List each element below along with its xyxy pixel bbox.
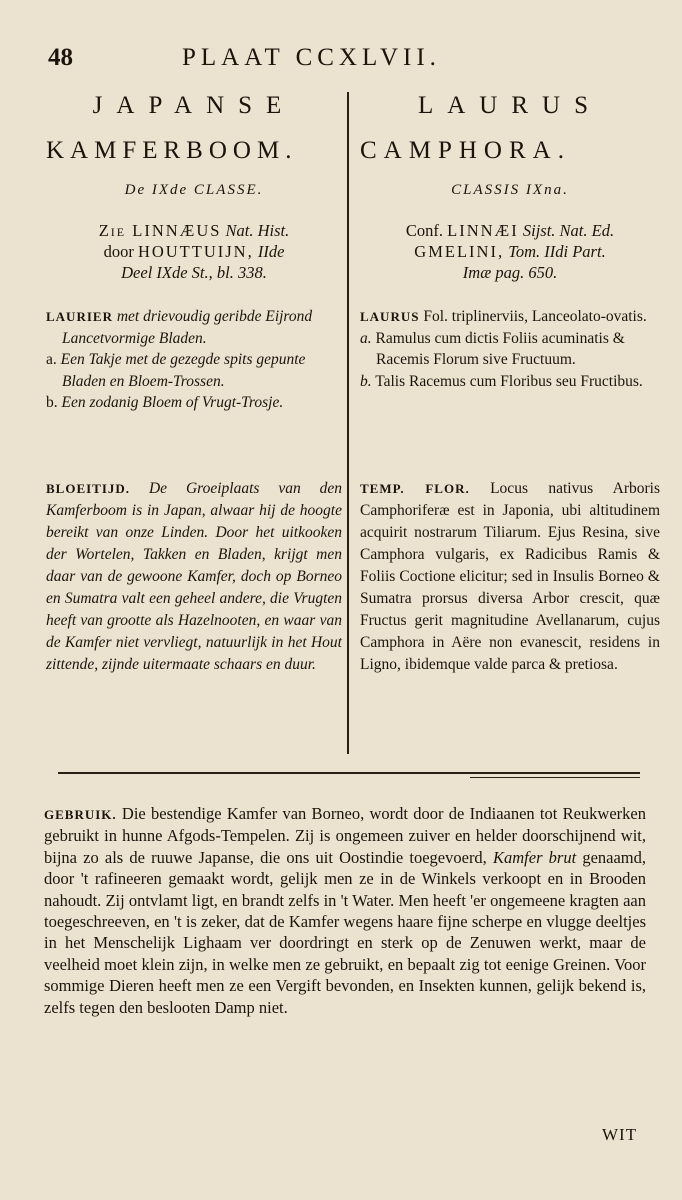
right-ref-conf: Conf. bbox=[405, 221, 444, 240]
right-item-b-mark: b. bbox=[360, 372, 372, 390]
right-temp-flor bbox=[360, 478, 660, 676]
right-ref-author: LINNÆI bbox=[447, 221, 519, 240]
gebruik-label: GEBRUIK. bbox=[44, 807, 117, 822]
left-classe: De IXde CLASSE. bbox=[124, 182, 264, 198]
page-number: 48 bbox=[48, 44, 73, 71]
left-ref-door: door bbox=[103, 242, 134, 261]
left-desc-label: LAURIER bbox=[46, 309, 113, 324]
plate-title: PLAAT CCXLVII. bbox=[182, 44, 441, 71]
left-desc-text: met drievoudig geribde Eijrond Lancetvormige Bladen. bbox=[62, 308, 313, 347]
catchword: WIT bbox=[602, 1125, 638, 1144]
right-description bbox=[360, 306, 660, 392]
gebruik-italic-term: Kamfer brut bbox=[492, 847, 577, 867]
column-divider bbox=[347, 92, 349, 754]
left-ref-volume: IIde bbox=[257, 242, 285, 261]
section-rule-thin bbox=[470, 777, 640, 778]
gebruik-text-2: genaamd, door 't rafineeren gemaakt wordt, gelijk men ze in de Winkels verkoopt en in Brooden nahoudt. Zij ontvlamt ligt, en brandt zelfs in 't Water. Men heeft 'er ongemeene kragten aan toegeschreeven, en 't is zeker, dat de Kamfer wegens haare fijne scherpe en vlugge deeltjes in het Menschelijk Lighaam ver doordringt en sterk op de Zenuwen werkt, maar de veelheid moet klein zijn, in welke men ze gebruikt, en bepaalt zig tot eenige Greinen. Voor sommige Dieren heeft men ze een Vergift bevonden, en Insekten kunnen, gelijk bekend is, zelfs tegen den beslooten Damp niet. bbox=[44, 847, 647, 1017]
left-ref-editor: HOUTTUIJN, bbox=[137, 242, 254, 261]
bloeitijd-label: BLOEITIJD. bbox=[46, 481, 131, 496]
section-rule-top bbox=[58, 772, 640, 774]
tempflor-label: TEMP. FLOR. bbox=[360, 481, 470, 496]
gebruik-text-1: Die bestendige Kamfer van Borneo, wordt door de Indiaanen tot Reukwerken gebruikt in hunne Afgods-Tempelen. Zij is ongemeen zuiver en helder doorschijnend wit, bijna zo als de ruuwe Japanse, die ons uit Oostindie toegevoerd, bbox=[44, 804, 646, 867]
bloeitijd-text: De Groeiplaats van den Kamferboom is in Japan, alwaar hij de hoogte bereikt van onze Linden. Door het uitkooken der Wortelen, Takken en Bladen, krijgt men daar van de gewoone Kamfer, doch op Borneo en Sumatra valt een geheel andere, die Vrugten heeft van grootte als Hazelnooten, en waar van de Kamfer niet vervliegt, natuurlijk in het Hout zittende, zijnde uitermaate schaars en duur. bbox=[46, 480, 342, 673]
left-ref-author: Zie LINNÆUS bbox=[98, 221, 222, 240]
left-item-b-text: Een zodanig Bloem of Vrugt-Trosje. bbox=[61, 394, 284, 411]
right-desc-label: LAURUS bbox=[360, 309, 420, 324]
right-classis: CLASSIS IXna. bbox=[451, 182, 569, 198]
left-item-a-mark: a. bbox=[46, 351, 57, 368]
tempflor-text: Locus nativus Arboris Camphoriferæ est in Japonia, ubi altitudinem acquirit nostrarum Tiliarum. Ejus Resina, sive Camphora vulgaris, ex Radicibus Ramis & Foliis Coctione elicitur; sed in Insulis Borneo & Sumatra prorsus diversa Arbor crescit, quæ Fructus gerit magnitudine Avellanarum, cujus Camphora in Aëre non evanescit, residens in Ligno, ibidemque valde parca & pretiosa. bbox=[360, 480, 660, 673]
right-ref-work: Sijst. Nat. Ed. bbox=[522, 221, 615, 240]
right-ref-volume: Tom. IIdi Part. bbox=[508, 242, 606, 261]
right-item-a-text: Ramulus cum dictis Foliis acuminatis & Racemis Florum sive Fructuum. bbox=[375, 329, 625, 368]
right-reference bbox=[360, 220, 660, 283]
left-title-line1: JAPANSE bbox=[92, 92, 296, 119]
right-ref-page: Imæ pag. 650. bbox=[462, 263, 558, 282]
left-ref-page: Deel IXde St., bl. 338. bbox=[121, 263, 267, 282]
left-description bbox=[46, 306, 342, 414]
left-bloeitijd bbox=[46, 478, 342, 676]
right-item-b-text: Talis Racemus cum Floribus seu Fructibus. bbox=[375, 372, 643, 390]
right-item-a-mark: a. bbox=[360, 329, 372, 347]
left-reference bbox=[46, 220, 342, 283]
gebruik-paragraph bbox=[44, 803, 646, 1018]
right-ref-editor: GMELINI, bbox=[414, 242, 505, 261]
left-item-b-mark: b. bbox=[46, 394, 58, 411]
left-item-a-text: Een Takje met de gezegde spits gepunte Bladen en Bloem-Trossen. bbox=[60, 351, 306, 390]
right-desc-text: Fol. triplinerviis, Lanceolato-ovatis. bbox=[423, 308, 647, 325]
right-title-line1: LAURUS bbox=[417, 92, 602, 119]
left-title-line2: KAMFERBOOM. bbox=[46, 137, 298, 164]
left-ref-work: Nat. Hist. bbox=[225, 221, 290, 240]
right-title-line2: CAMPHORA. bbox=[360, 137, 571, 164]
